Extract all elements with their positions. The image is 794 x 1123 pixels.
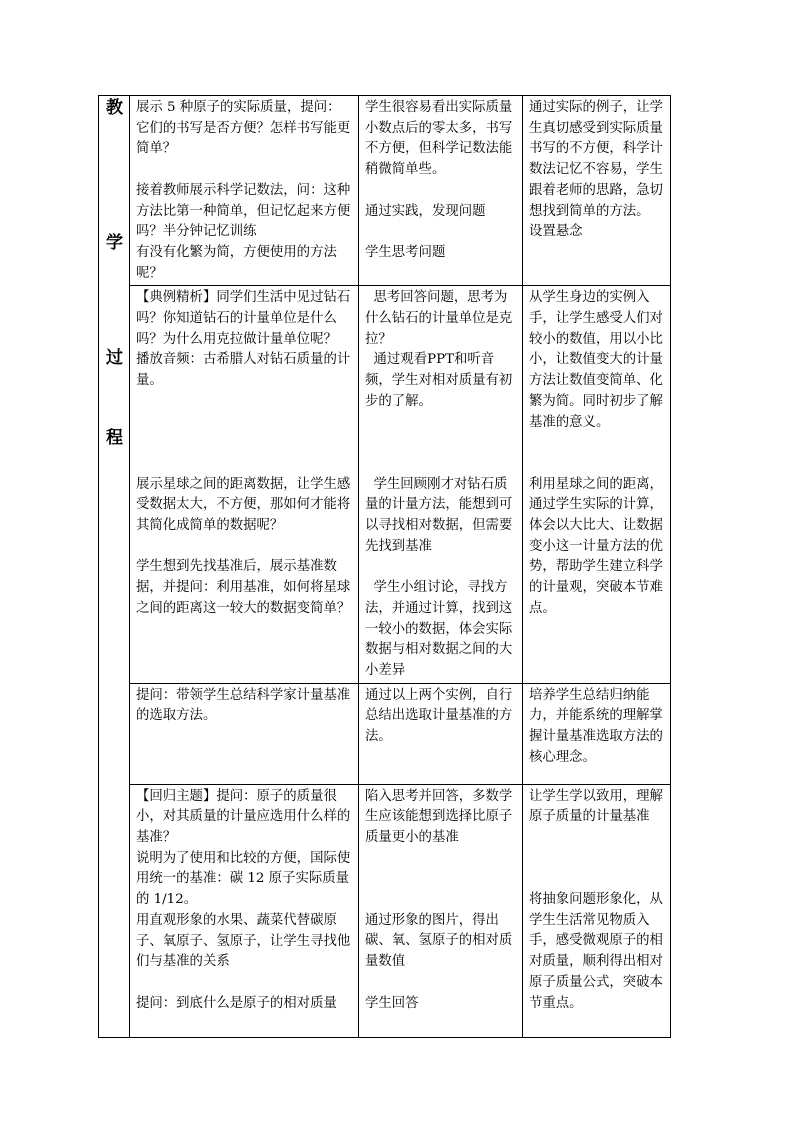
blank-line [365, 973, 517, 994]
cell-paragraph: 【典例精析】同学们生活中见过钻石吗？你知道钻石的计量单位是什么吗？为什么用克拉做计量单位呢？ [136, 290, 351, 347]
cell-paragraph: 播放音频：古希腊人对钻石质量的计量。 [136, 352, 351, 389]
design-intent-cell [523, 96, 671, 286]
table-row [99, 96, 671, 286]
blank-line [365, 557, 517, 578]
cell-paragraph: 提问：到底什么是原子的相对质量 [136, 995, 337, 1011]
cell-paragraph: 说明为了使用和比较的方便，国际使用统一的基准：碳 12 原子实际质量的 1/12。 [136, 850, 351, 908]
design-intent-cell [523, 683, 671, 784]
blank-line [365, 181, 517, 202]
cell-paragraph: 思考回答问题，思考为什么钻石的计量单位是克拉？ [365, 290, 513, 347]
teacher-activity-cell [130, 683, 359, 784]
stage-label-cell [99, 96, 130, 1038]
table-row [99, 286, 671, 683]
stage-label-char: 程 [106, 428, 123, 448]
cell-paragraph: 通过以上两个实例，自行总结出选取计量基准的方法。 [365, 687, 513, 745]
blank-line [365, 454, 517, 475]
cell-paragraph: 【回归主题】提问：原子的质量很小，对其质量的计量应选用什么样的基准？ [136, 788, 351, 846]
stage-label-char: 教 [106, 98, 123, 118]
blank-line [365, 433, 517, 454]
student-activity-cell [359, 96, 523, 286]
table-row [99, 683, 671, 784]
cell-paragraph: 学生回顾刚才对钻石质量的计量方法，能想到可以寻找相对数据，但需要先找到基准 [365, 476, 513, 554]
student-activity-cell [359, 286, 523, 683]
blank-line [365, 222, 517, 243]
lesson-process-table [98, 95, 671, 1038]
blank-line [365, 413, 517, 434]
blank-line [136, 392, 353, 413]
teacher-activity-cell [130, 784, 359, 1037]
cell-paragraph: 通过实践，发现问题 [365, 203, 486, 219]
blank-line [529, 454, 665, 475]
student-activity-cell [359, 784, 523, 1037]
teacher-activity-cell [130, 286, 359, 683]
cell-paragraph: 学生思考问题 [365, 244, 446, 260]
cell-paragraph: 通过形象的图片，得出碳、氧、氢原子的相对质量数值 [365, 912, 513, 970]
blank-line [136, 973, 353, 994]
blank-line [365, 869, 517, 890]
blank-line [365, 890, 517, 911]
blank-line [529, 828, 665, 849]
cell-paragraph: 提问：带领学生总结科学家计量基准的选取方法。 [136, 687, 351, 724]
teacher-activity-cell [130, 96, 359, 286]
cell-paragraph: 通过实际的例子，让学生真切感受到实际质量书写的不方便，科学计数法记忆不容易，学生跟着老师的思路，急切想找到简单的方法。 [529, 100, 663, 219]
student-activity-cell [359, 683, 523, 784]
blank-line [136, 433, 353, 454]
cell-paragraph: 学生小组讨论，寻找方法，并通过计算，找到这一较小的数据，体会实际数据与相对数据之间的大小差异 [365, 580, 513, 678]
cell-paragraph: 用直观形象的水果、蔬菜代替碳原子、氧原子、氢原子，让学生寻找他们与基准的关系 [136, 912, 351, 970]
blank-line [136, 160, 353, 181]
cell-paragraph: 接着教师展示科学记数法，问：这种方法比第一种简单，但记忆起来方便吗？半分钟记忆训练 [136, 182, 351, 240]
blank-line [529, 849, 665, 870]
cell-paragraph: 陷入思考并回答，多数学生应该能想到选择比原子质量更小的基准 [365, 788, 513, 846]
cell-paragraph: 学生想到先找基准后，展示基准数据，并提问：利用基准，如何将星球之间的距离这一较大的数据变简单？ [136, 559, 351, 616]
cell-paragraph: 培养学生总结归纳能力，并能系统的理解掌握计量基准选取方法的核心理念。 [529, 687, 663, 765]
cell-paragraph: 将抽象问题形象化，从学生生活常见物质入手，感受微观原子的相对质量，顺利得出相对原子质量公式，突破本节重点。 [529, 892, 663, 1011]
blank-line [136, 413, 353, 434]
cell-paragraph: 利用星球之间的距离，通过学生实际的计算，体会以大比大、让数据变小这一计量方法的优势，帮助学生建立科学的计量观，突破本节难点。 [529, 476, 663, 616]
blank-line [365, 849, 517, 870]
stage-label-char: 过 [106, 348, 123, 368]
cell-paragraph: 学生很容易看出实际质量小数点后的零太多，书写不方便，但科学记数法能稍微简单些。 [365, 100, 513, 178]
cell-paragraph: 设置悬念 [529, 224, 583, 240]
stage-label-char: 学 [106, 233, 123, 253]
table-row [99, 784, 671, 1037]
cell-paragraph: 展示 5 种原子的实际质量，提问：它们的书写是否方便？怎样书写能更简单？ [136, 100, 351, 157]
cell-paragraph: 通过观看PPT和听音频，学生对相对质量有初步的了解。 [365, 352, 513, 409]
cell-paragraph: 学生回答 [365, 995, 419, 1011]
cell-paragraph: 让学生学以致用，理解原子质量的计量基准 [529, 788, 663, 825]
design-intent-cell [523, 286, 671, 683]
cell-paragraph: 有没有化繁为简，方便使用的方法呢？ [136, 244, 337, 281]
blank-line [136, 537, 353, 558]
blank-line [529, 433, 665, 454]
blank-line [136, 454, 353, 475]
blank-line [529, 869, 665, 890]
cell-paragraph: 展示星球之间的距离数据，让学生感受数据太大，不方便，那如何才能将其简化成简单的数据呢？ [136, 476, 351, 533]
design-intent-cell [523, 784, 671, 1037]
cell-paragraph: 从学生身边的实例入手，让学生感受人们对较小的数值，用以小比小，让数值变大的计量方法让数值变简单、化繁为简。同时初步了解基准的意义。 [529, 290, 663, 430]
